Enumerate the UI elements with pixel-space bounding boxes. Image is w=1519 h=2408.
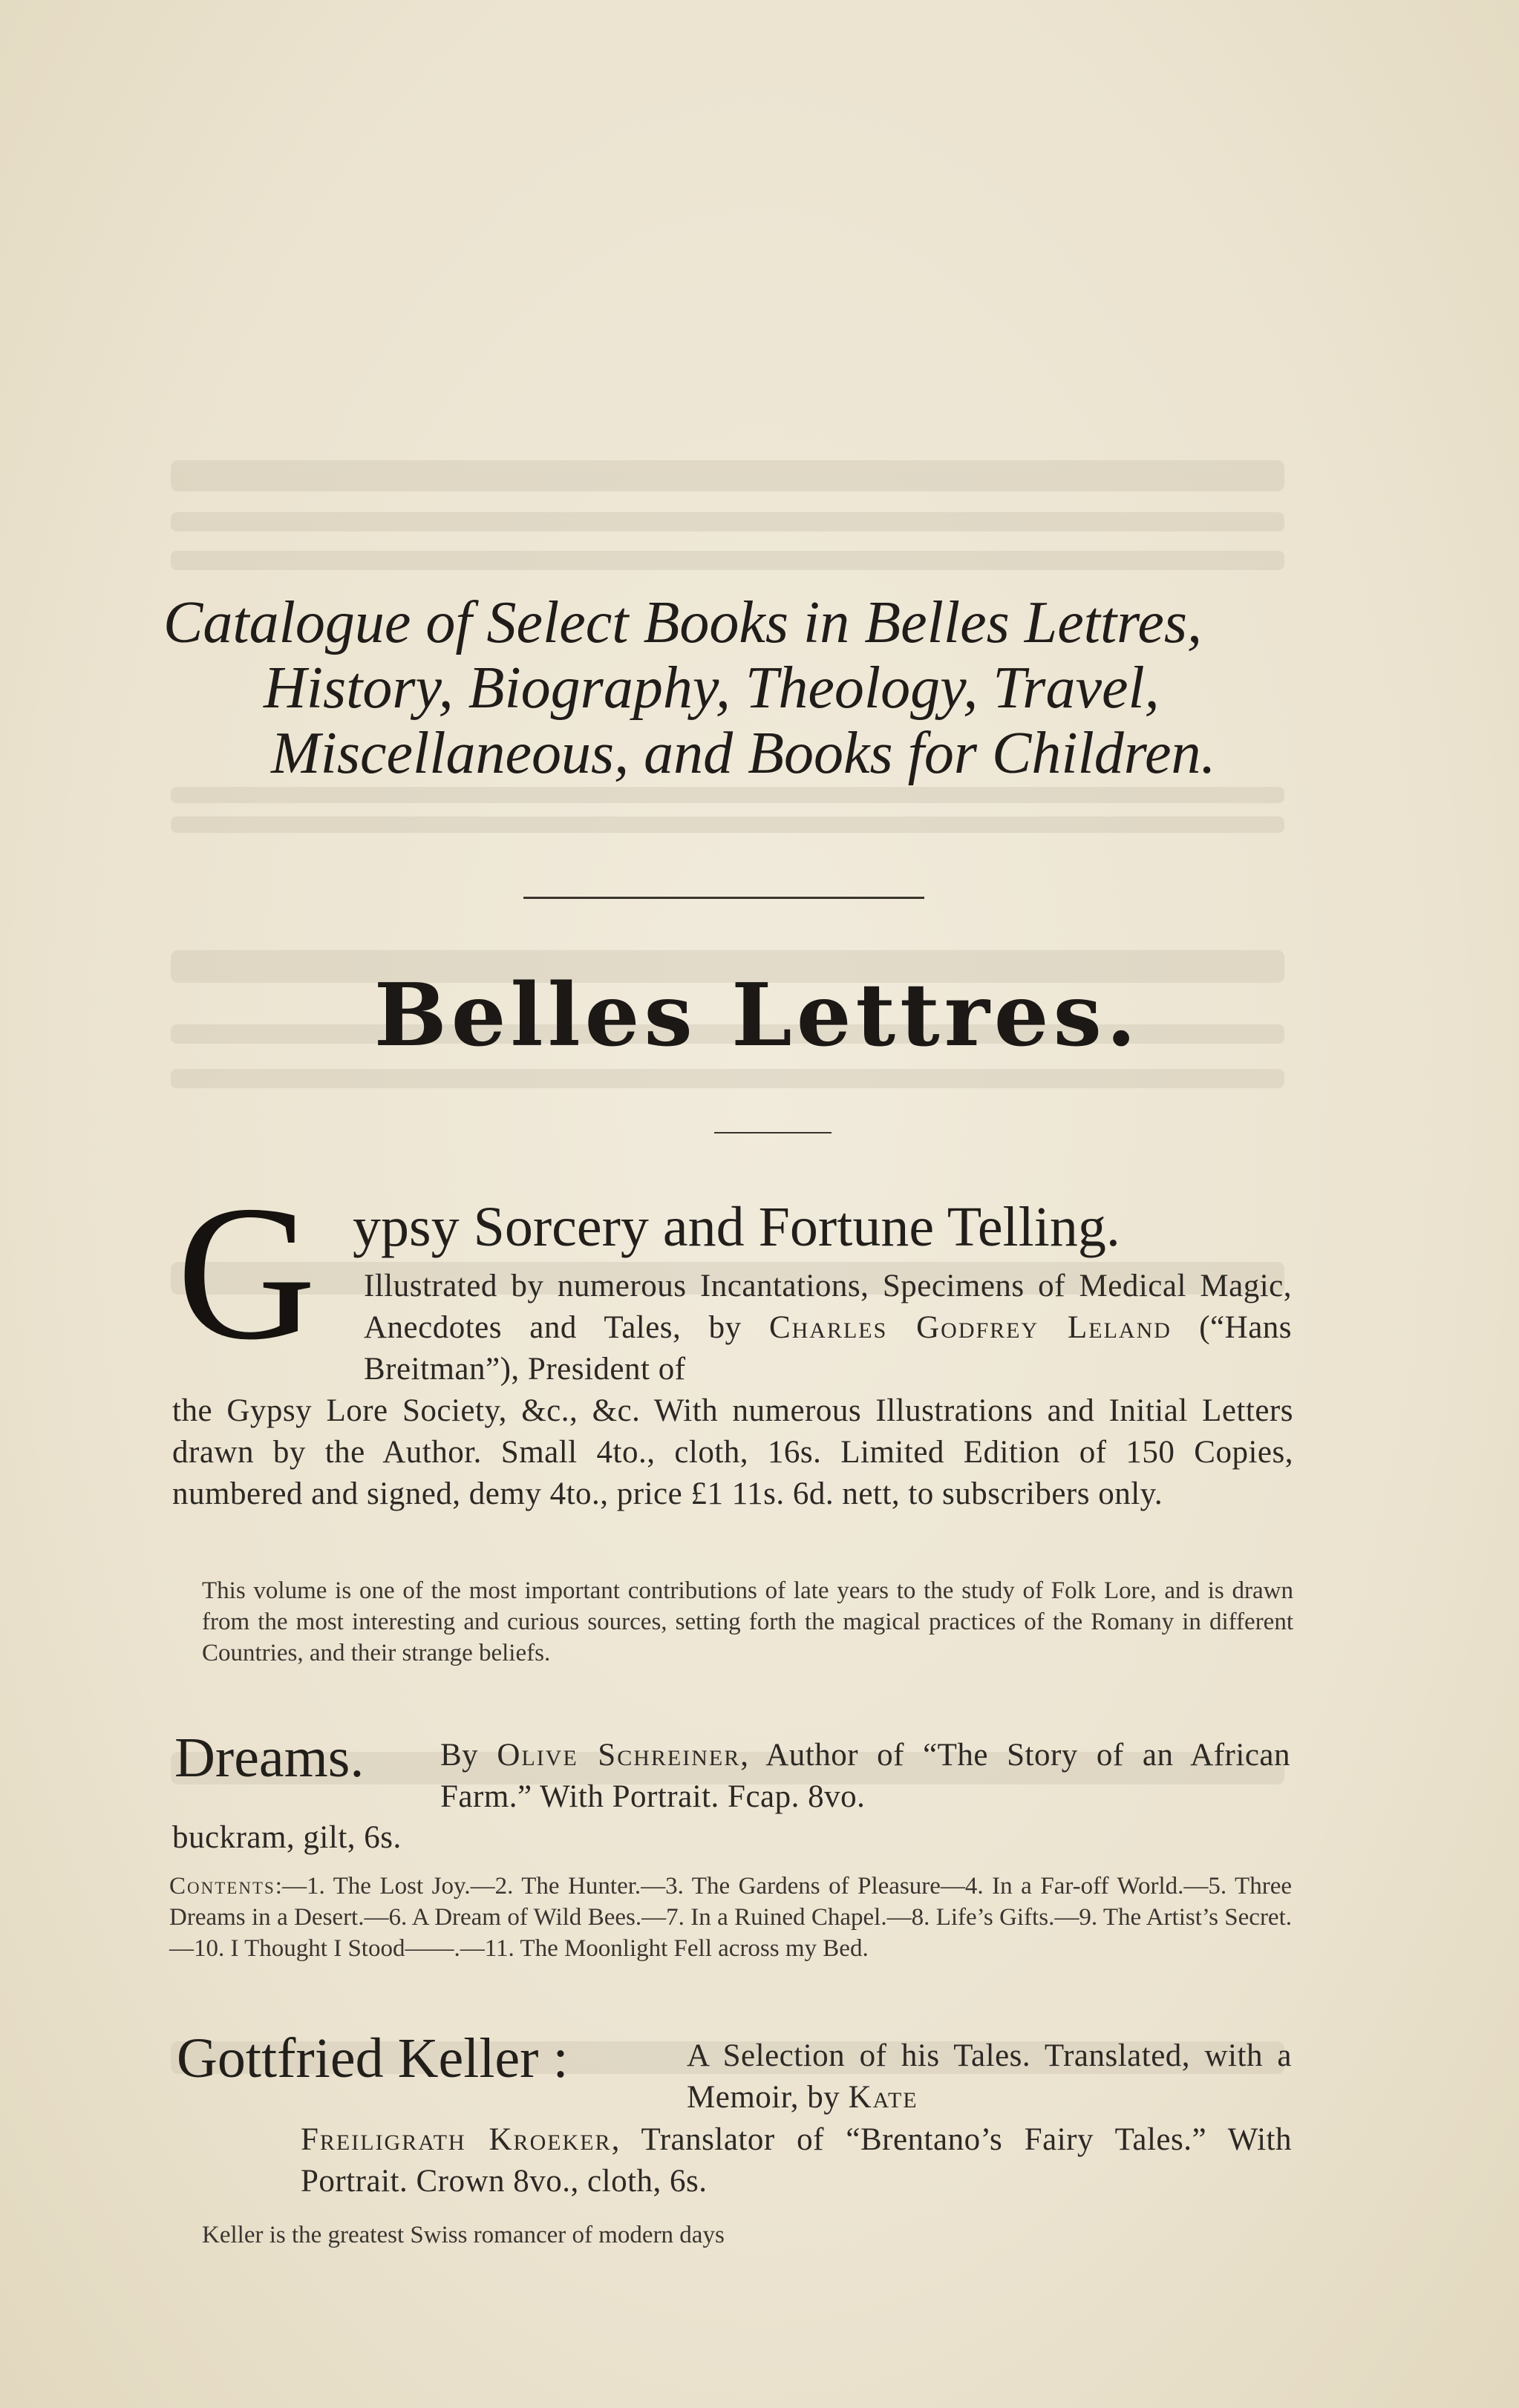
entry-details-dreams: buckram, gilt, 6s. [172, 1820, 402, 1855]
catalogue-heading [163, 590, 1322, 786]
entry-note-gottfried-keller: Keller is the greatest Swiss romancer of modern days [202, 2222, 725, 2248]
entry-description-gypsy-sorcery [364, 1266, 1292, 1390]
entry-title-gypsy-sorcery: ypsy Sorcery and Fortune Telling. [353, 1196, 1120, 1258]
entry-author: Olive Schreiner [497, 1738, 741, 1773]
entry-details-gottfried-keller [301, 2119, 1292, 2202]
catalogue-heading-line-3: Miscellaneous, and Books for Children. [271, 721, 1216, 786]
entry-text: A Selection of his Tales. Translated, with a Memoir, by [687, 2038, 1292, 2115]
section-divider-rule [714, 1132, 832, 1133]
entry-contents-dreams [169, 1871, 1292, 1964]
contents-label: Contents [169, 1873, 275, 1900]
entry-text: , Translator of “Brentano’s Fairy Tales.” With Portrait. Crown 8vo., cloth, 6s. [301, 2122, 1292, 2199]
entry-text: , Author of “The Story of an African Farm.” With Portrait. Fcap. 8vo. [440, 1738, 1290, 1814]
heading-divider-rule [523, 897, 924, 899]
catalogue-heading-line-1: Catalogue of Select Books in Belles Lettres, [163, 590, 1202, 655]
entry-text: By [440, 1738, 479, 1773]
section-heading-belles-lettres: Belles Lettres. [373, 965, 1141, 1066]
drop-cap-initial: G [177, 1166, 316, 1380]
entry-details-gypsy-sorcery: the Gypsy Lore Society, &c., &c. With numerous Illustrations and Initial Letters drawn by the Author. Small 4to., cloth, 16s. Limited Edition of 150 Copies, numbered and signed, demy 4to., price £1 11s. 6d. nett, to subscribers only. [172, 1393, 1293, 1511]
catalogue-heading-line-2: History, Biography, Theology, Travel, [264, 655, 1160, 721]
entry-author: Freiligrath Kroeker [301, 2122, 612, 2157]
entry-text: Illustrated by numerous Incantations, Specimens of Medical Magic, Anecdotes and Tales, by [364, 1269, 1292, 1345]
entry-description-gottfried-keller [687, 2035, 1292, 2119]
entry-text: (“Hans Breitman”), President of [364, 1310, 1293, 1387]
entry-description-dreams [440, 1735, 1290, 1818]
entry-note-gypsy-sorcery: This volume is one of the most important contributions of late years to the study of Folk Lore, and is drawn from the most interesting and curious sources, setting forth the magical practices of the Romany in different Countries, and their strange beliefs. [202, 1577, 1293, 1666]
entry-author: Charles Godfrey Leland [768, 1310, 1172, 1345]
entry-title-gottfried-keller: Gottfried Keller : [177, 2027, 569, 2090]
entry-author-first: Kate [848, 2080, 918, 2115]
entry-title-dreams: Dreams. [174, 1727, 365, 1789]
contents-list: :—1. The Lost Joy.—2. The Hunter.—3. The Gardens of Pleasure—4. In a Far-off World.—5. Three Dreams in a Desert.—6. A Dream of Wild Bees.—7. In a Ruined Chapel.—8. Life’s Gifts.—9. The Artist’s Secret.—10. I Thought I Stood——.—11. The Moonlight Fell across my Bed. [169, 1873, 1292, 1962]
